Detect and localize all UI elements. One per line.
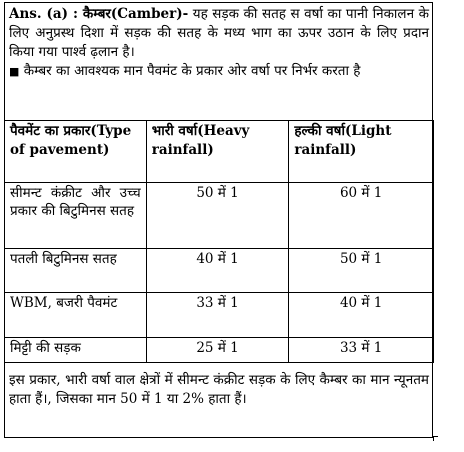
- answer-box: [4, 2, 433, 438]
- cell-heavy: 40 में 1: [146, 249, 289, 293]
- cell-light: 60 में 1: [289, 183, 434, 249]
- cell-type: मिट्टी की सड़क: [5, 338, 147, 363]
- camber-table: [4, 120, 434, 363]
- conclusion-paragraph: इस प्रकार, भारी वर्षा वाल क्षेत्रों में सीमन्ट कंक्रीट सड़क के लिए कैम्बर का मान न्यूनतम हाता हैं।, जिसका मान 50 में 1 या 2% हाता हैं।: [9, 372, 429, 407]
- cell-heavy: 25 में 1: [146, 338, 289, 363]
- cell-heavy: 50 में 1: [146, 183, 289, 249]
- header-heavy-rainfall: भारी वर्षा(Heavy rainfall): [146, 121, 289, 183]
- table-row: [5, 183, 434, 249]
- header-light-rainfall: हल्की वर्षा(Light rainfall): [289, 121, 434, 183]
- table-row: [5, 293, 434, 338]
- header-pavement-type: पैवमेंट का प्रकार(Type of pavement): [5, 121, 147, 183]
- table-row: [5, 338, 434, 363]
- cell-type: सीमन्ट कंक्रीट और उच्च प्रकार की बिटुमिनस सतह: [5, 183, 147, 249]
- intro-text-2: कैम्बर का आवश्यक मान पैवमंट के प्रकार ओर वर्षा पर निर्भर करता है: [19, 63, 361, 79]
- intro-paragraph: [9, 5, 429, 81]
- cell-light: 33 में 1: [289, 338, 434, 363]
- cell-type: पतली बिटुमिनस सतह: [5, 249, 147, 293]
- cell-light: 50 में 1: [289, 249, 434, 293]
- cell-heavy: 33 में 1: [146, 293, 289, 338]
- cell-light: 40 में 1: [289, 293, 434, 338]
- answer-lead: Ans. (a) : कैम्बर(Camber)-: [9, 6, 189, 22]
- cell-type: WBM, बजरी पैवमंट: [5, 293, 147, 338]
- table-row: [5, 249, 434, 293]
- table-header-row: [5, 121, 434, 183]
- corner-mark: [433, 436, 438, 441]
- intro-text: यह सड़क की सतह स वर्षा का पानी निकालन के लिए अनुप्रस्थ दिशा में सड़क की सतह के मध्य भाग का ऊपर उठान के लिए प्रदान किया गया पार्श्व ढ़लान है।: [9, 6, 429, 60]
- bullet-icon: ■: [9, 65, 20, 78]
